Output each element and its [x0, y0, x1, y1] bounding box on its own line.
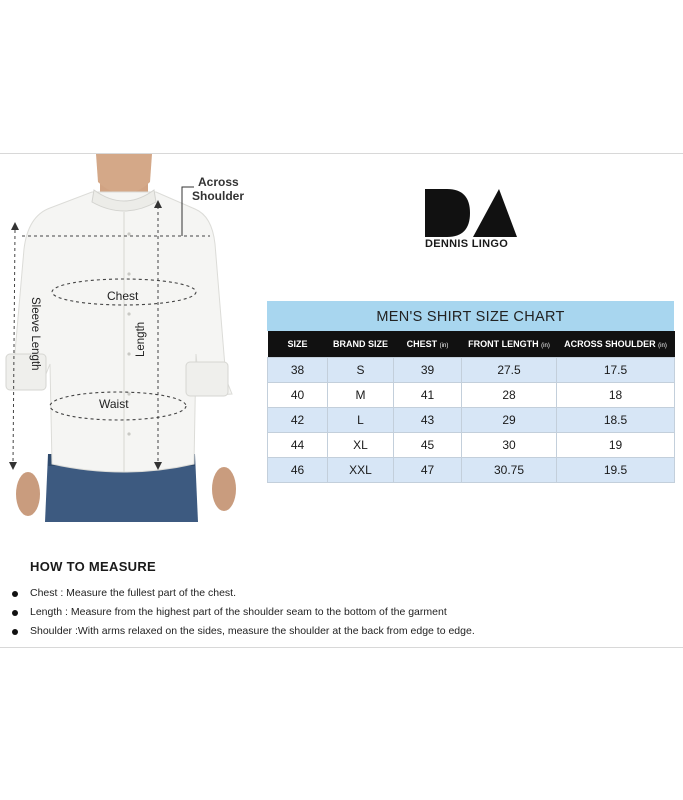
- header-chest: CHEST (in): [394, 331, 462, 358]
- cell-brand-size: M: [328, 383, 394, 408]
- cell-chest: 47: [394, 458, 462, 483]
- cell-chest: 45: [394, 433, 462, 458]
- sleeve-length-label: Sleeve Length: [29, 297, 41, 371]
- sleeve-length-line: [13, 230, 15, 464]
- list-item: Shoulder :With arms relaxed on the sides, measure the shoulder at the back from edge to edge.: [12, 622, 475, 641]
- cell-brand-size: XL: [328, 433, 394, 458]
- cell-size: 40: [268, 383, 328, 408]
- table-row: [268, 433, 675, 458]
- header-size: SIZE: [268, 331, 328, 358]
- left-hand: [16, 472, 40, 516]
- table-row: [268, 358, 675, 383]
- size-chart-table: [267, 331, 675, 483]
- header-across-shoulder: ACROSS SHOULDER (in): [557, 331, 675, 358]
- bullet-icon: [12, 610, 18, 616]
- cell-brand-size: L: [328, 408, 394, 433]
- cell-chest: 41: [394, 383, 462, 408]
- header-brand-size: BRAND SIZE: [328, 331, 394, 358]
- cell-size: 44: [268, 433, 328, 458]
- how-to-measure-list: [12, 584, 475, 641]
- chest-label: Chest: [107, 289, 139, 303]
- dennis-lingo-logo-icon: [425, 189, 517, 237]
- length-label: Length: [135, 321, 147, 357]
- size-chart-header-row: [268, 331, 675, 358]
- waist-label: Waist: [99, 397, 129, 411]
- cell-front-length: 28: [462, 383, 557, 408]
- list-item: Length : Measure from the highest part of the shoulder seam to the bottom of the garment: [12, 603, 475, 622]
- cell-front-length: 27.5: [462, 358, 557, 383]
- cell-size: 38: [268, 358, 328, 383]
- cell-size: 46: [268, 458, 328, 483]
- size-chart: [267, 301, 674, 483]
- right-hand: [212, 467, 236, 511]
- size-guide-panel: [0, 153, 683, 648]
- cell-front-length: 30: [462, 433, 557, 458]
- cell-size: 42: [268, 408, 328, 433]
- cell-brand-size: XXL: [328, 458, 394, 483]
- cell-front-length: 29: [462, 408, 557, 433]
- cell-chest: 43: [394, 408, 462, 433]
- bullet-icon: [12, 629, 18, 635]
- table-row: [268, 383, 675, 408]
- table-row: [268, 458, 675, 483]
- table-row: [268, 408, 675, 433]
- cell-across-shoulder: 18.5: [557, 408, 675, 433]
- cell-across-shoulder: 18: [557, 383, 675, 408]
- cell-front-length: 30.75: [462, 458, 557, 483]
- size-chart-title: MEN'S SHIRT SIZE CHART: [267, 301, 674, 331]
- how-to-measure-title: HOW TO MEASURE: [30, 559, 157, 574]
- header-front-length: FRONT LENGTH (in): [462, 331, 557, 358]
- cell-brand-size: S: [328, 358, 394, 383]
- cell-chest: 39: [394, 358, 462, 383]
- across-label: Across: [198, 175, 239, 189]
- white-shirt: [10, 192, 232, 472]
- cell-across-shoulder: 17.5: [557, 358, 675, 383]
- cell-across-shoulder: 19: [557, 433, 675, 458]
- shoulder-label: Shoulder: [192, 189, 245, 203]
- list-item: Chest : Measure the fullest part of the chest.: [12, 584, 475, 603]
- cell-across-shoulder: 19.5: [557, 458, 675, 483]
- brand-name: DENNIS LINGO: [425, 238, 509, 250]
- bullet-icon: [12, 591, 18, 597]
